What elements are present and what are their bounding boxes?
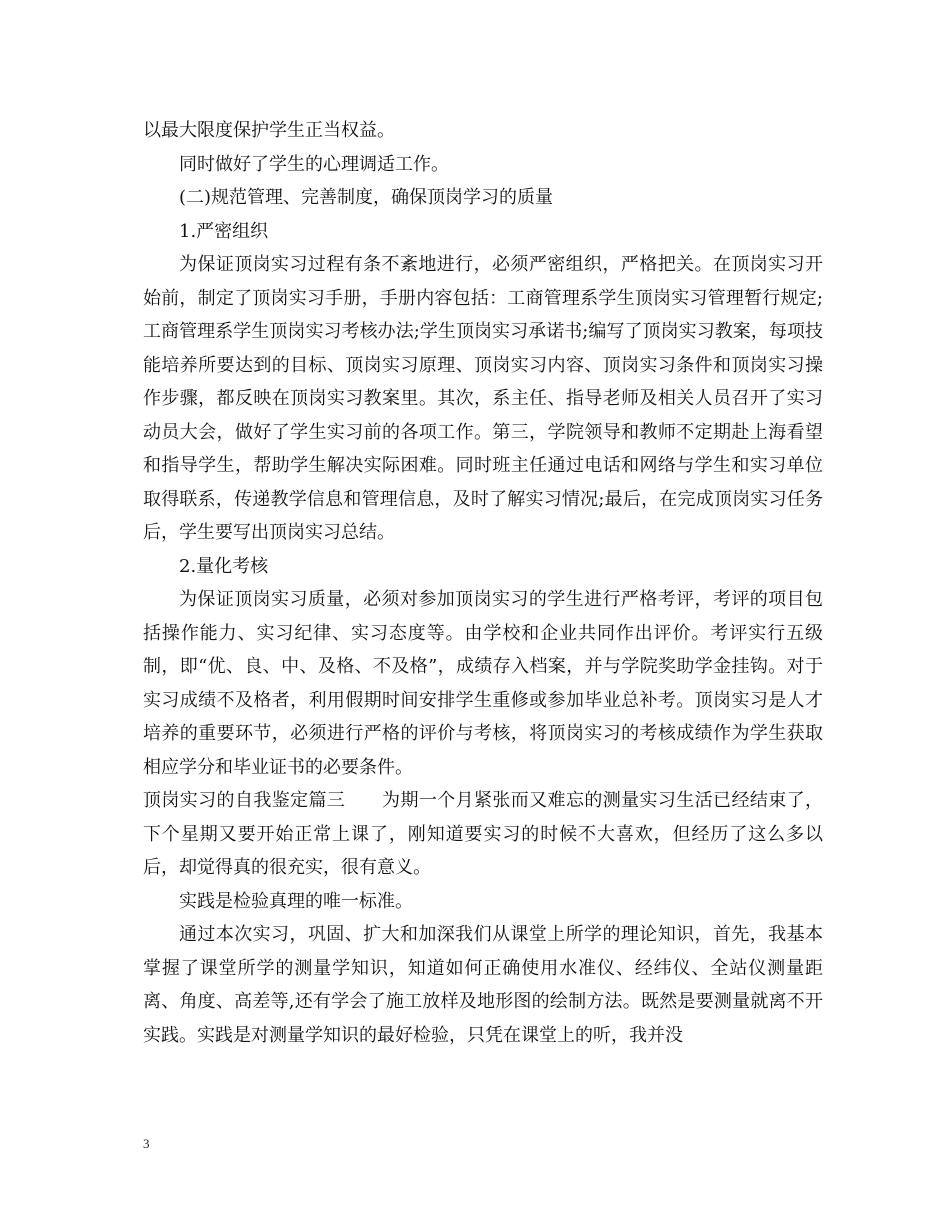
paragraph: 为保证顶岗实习过程有条不紊地进行，必须严密组织，严格把关。在顶岗实习开始前，制定了顶岗实习手册，手册内容包括：工商管理系学生顶岗实习管理暂行规定;工商管理系学生顶岗实习考核办法;学生顶岗实习承诺书;编写了顶岗实习教案，每项技能培养所要达到的目标、顶岗实习原理、顶岗实习内容、顶岗实习条件和顶岗实习操作步骤，都反映在顶岗实习教案里。其次，系主任、指导老师及相关人员召开了实习动员大会，做好了学生实习前的各项工作。第三，学院领导和教师不定期赴上海看望和指导学生，帮助学生解决实际困难。同时班主任通过电话和网络与学生和实习单位取得联系，传递教学信息和管理信息，及时了解实习情况;最后，在完成顶岗实习任务后，学生要写出顶岗实习总结。	[143, 254, 823, 543]
paragraph: 为保证顶岗实习质量，必须对参加顶岗实习的学生进行严格考评，考评的项目包括操作能力、实习纪律、实习态度等。由学校和企业共同作出评价。考评实行五级制，即“优、良、中、及格、不及格”，成绩存入档案，并与学院奖助学金挂钩。对于实习成绩不及格者，利用假期时间安排学生重修或参加毕业总补考。顶岗实习是人才培养的重要环节，必须进行严格的评价与考核，将顶岗实习的考核成绩作为学生获取相应学分和毕业证书的必要条件。	[143, 589, 823, 778]
paragraph: 2.量化考核	[179, 555, 269, 577]
paragraph: 顶岗实习的自我鉴定篇三 为期一个月紧张而又难忘的测量实习生活已经结束了，下个星期又要开始正常上课了，刚知道要实习的时候不大喜欢，但经历了这么多以后，却觉得真的很充实，很有意义。	[143, 790, 823, 878]
document-body	[143, 114, 823, 1052]
paragraph: 1.严密组织	[179, 220, 269, 242]
page-number: 3	[143, 1136, 150, 1151]
paragraph: (二)规范管理、完善制度，确保顶岗学习的质量	[179, 187, 554, 208]
paragraph: 通过本次实习，巩固、扩大和加深我们从课堂上所学的理论知识，首先，我基本掌握了课堂所学的测量学知识，知道如何正确使用水准仪、经纬仪、全站仪测量距离、角度、高差等,还有学会了施工放样及地形图的绘制方法。既然是要测量就离不开实践。实践是对测量学知识的最好检验，只凭在课堂上的听，我并没	[143, 924, 823, 1046]
paragraph: 同时做好了学生的心理调适工作。	[179, 153, 449, 175]
paragraph: 实践是检验真理的唯一标准。	[179, 890, 413, 912]
paragraph: 以最大限度保护学生正当权益。	[143, 120, 395, 141]
